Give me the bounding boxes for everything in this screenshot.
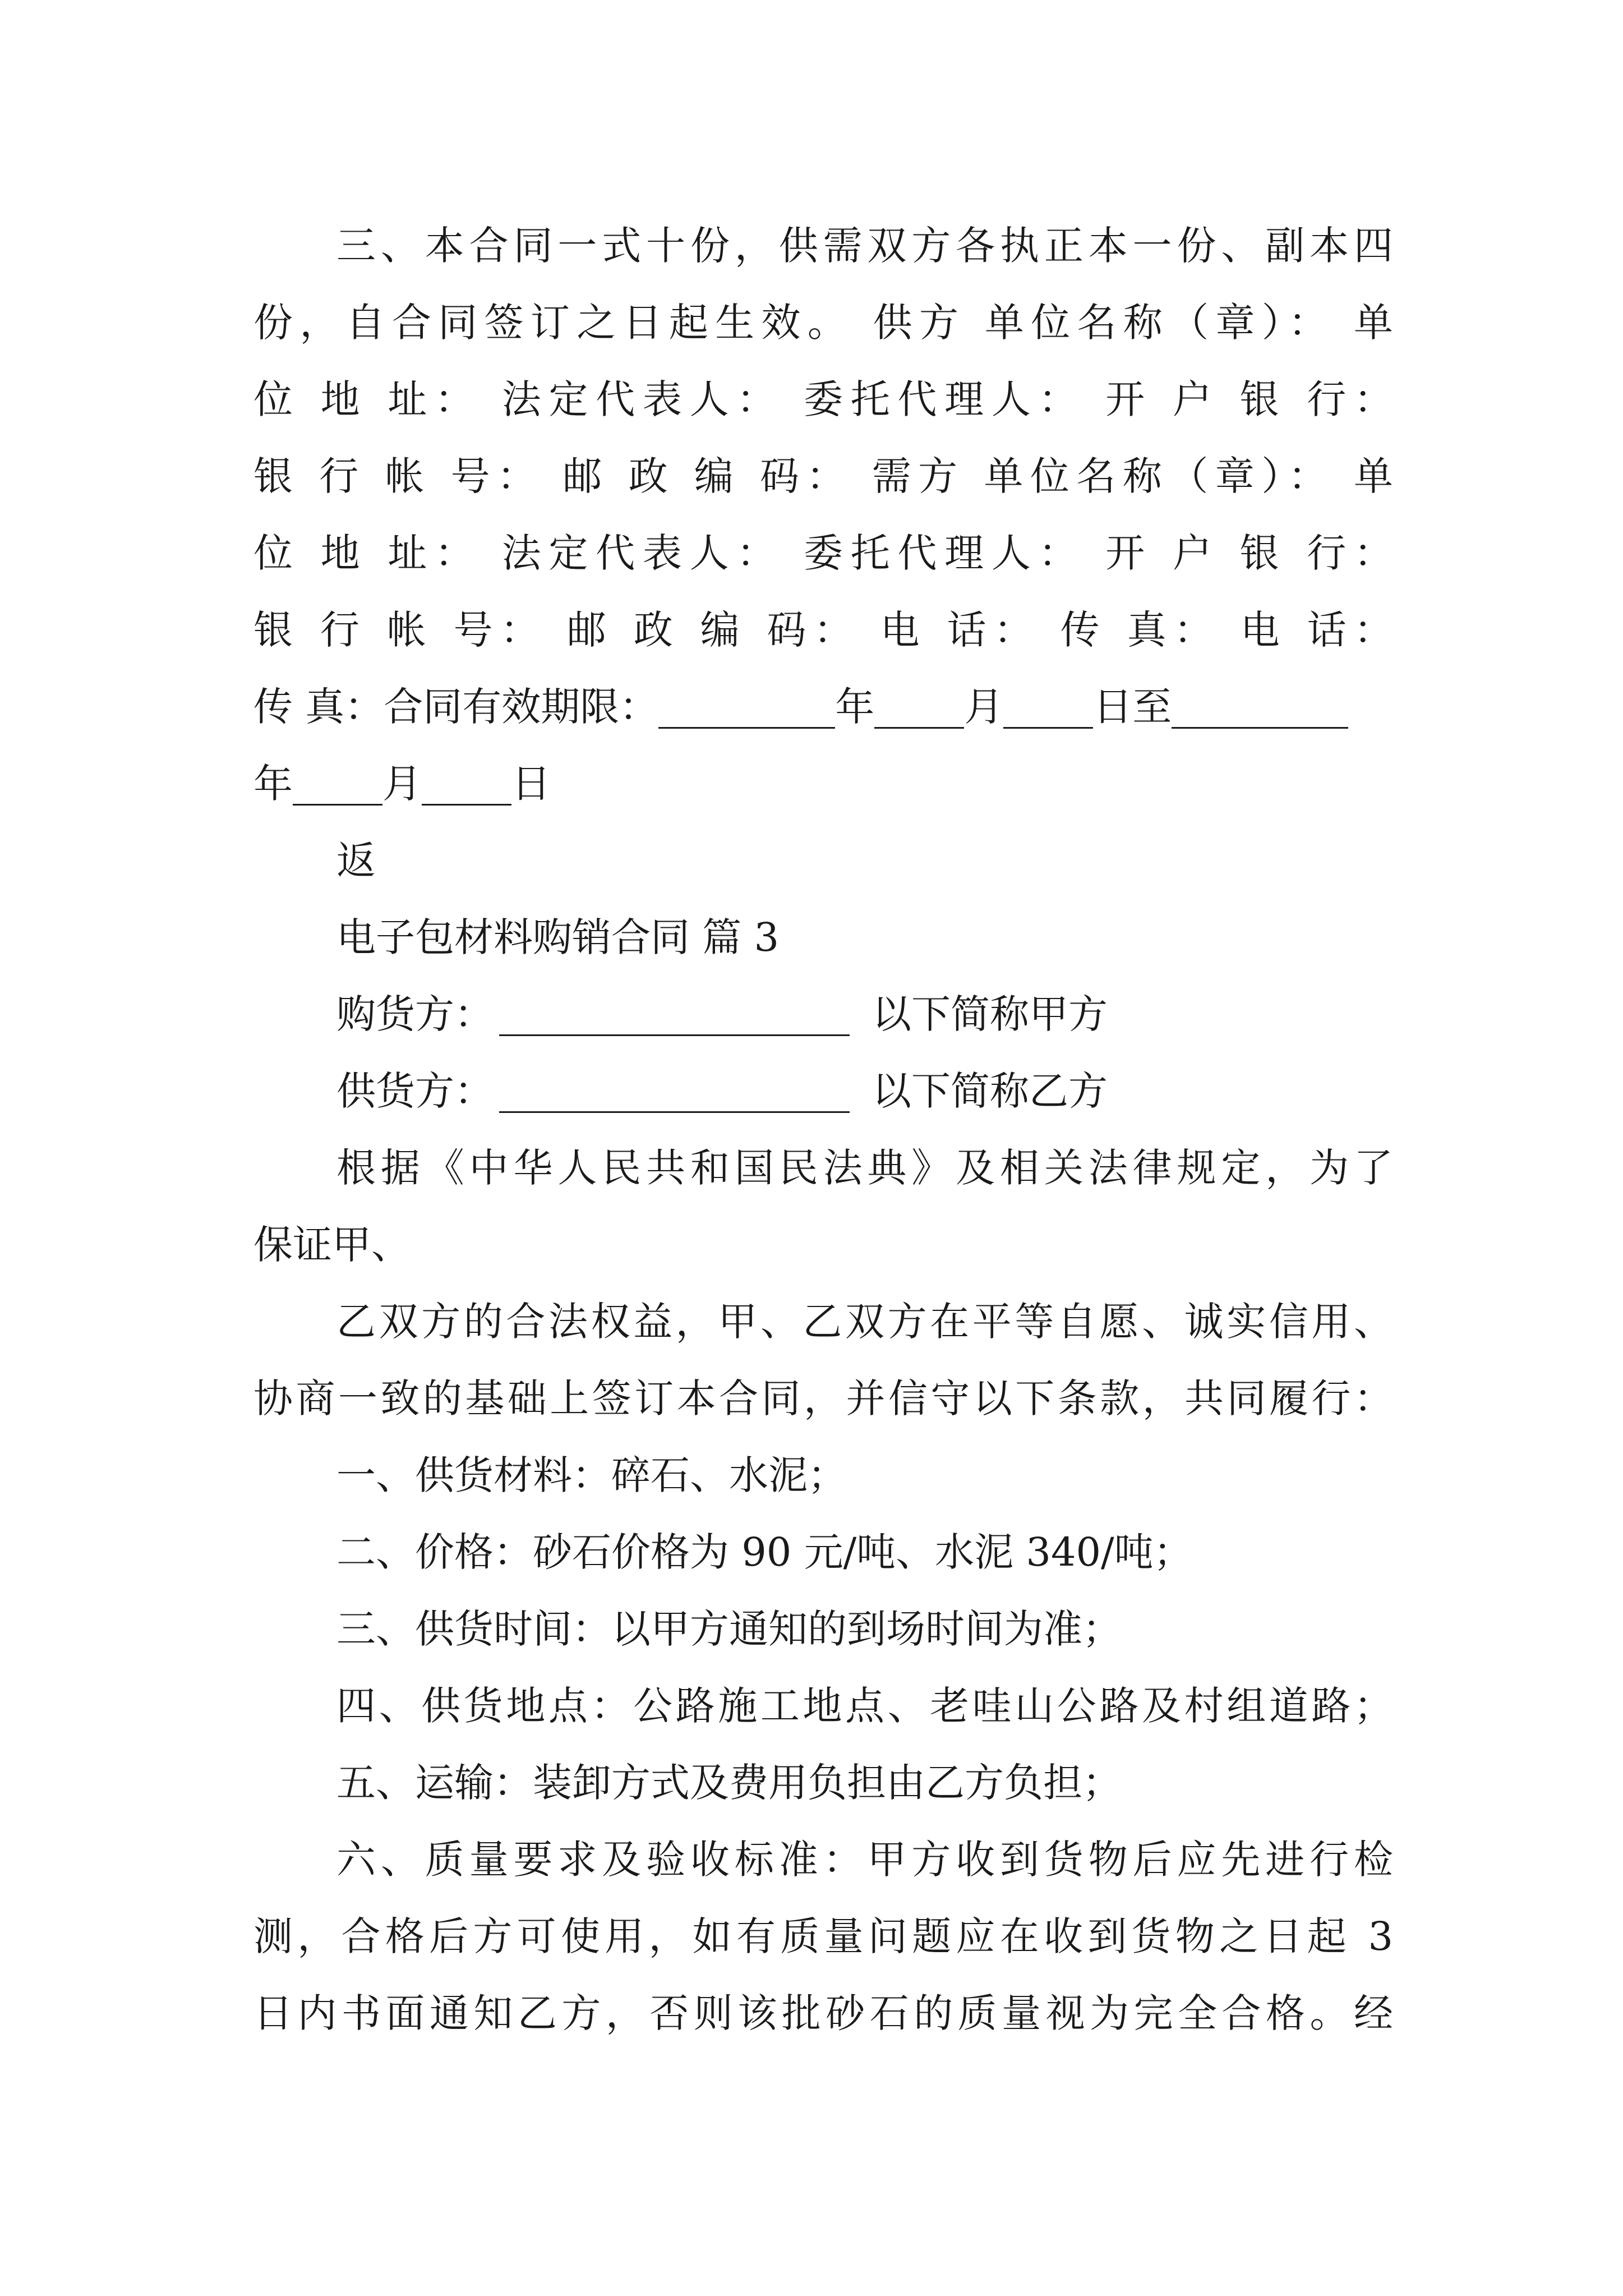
validity-prefix: 传 真：合同有效期限： bbox=[253, 684, 659, 730]
buyer-suffix: 以下简称甲方 bbox=[872, 991, 1108, 1037]
return-char: 返 bbox=[336, 838, 376, 884]
seller-label: 供货方： bbox=[336, 1068, 494, 1114]
end-month-blank bbox=[293, 769, 382, 806]
paragraph-line: 保证甲、 bbox=[253, 1222, 411, 1268]
seller-suffix: 以下简称乙方 bbox=[872, 1068, 1108, 1114]
paragraph-line: 协商一致的基础上签订本合同，并信守以下条款，共同履行： bbox=[253, 1375, 1393, 1421]
buyer-line bbox=[253, 976, 1393, 1053]
validity-line bbox=[253, 669, 1393, 746]
paragraph-line: 份，自合同签订之日起生效。 供方 单位名称（章）： 单 bbox=[253, 300, 1393, 346]
paragraph-line: 测，合格后方可使用，如有质量问题应在收到货物之日起 3 bbox=[253, 1913, 1393, 1959]
day-to-label: 日至 bbox=[1093, 684, 1172, 730]
paragraph-line: 银 行 帐 号： 邮 政 编 码： 需方 单位名称（章）： 单 bbox=[253, 453, 1393, 499]
end-year-blank bbox=[1172, 692, 1348, 729]
year-label: 年 bbox=[835, 684, 875, 730]
paragraph-line: 三、供货时间：以甲方通知的到场时间为准； bbox=[336, 1606, 1122, 1652]
month-label: 月 bbox=[964, 684, 1004, 730]
paragraph-line: 三、本合同一式十份，供需双方各执正本一份、副本四 bbox=[336, 223, 1393, 269]
month-blank bbox=[874, 692, 964, 729]
end-day-label: 日 bbox=[511, 761, 551, 807]
seller-blank bbox=[499, 1076, 850, 1113]
section-title: 电子包材料购销合同 篇 3 bbox=[336, 914, 780, 960]
year-blank bbox=[658, 692, 835, 729]
end-day-blank bbox=[422, 769, 511, 806]
seller-line bbox=[253, 1053, 1393, 1130]
contract-body bbox=[253, 1130, 1393, 2052]
day-blank bbox=[1003, 692, 1093, 729]
buyer-label: 购货方： bbox=[336, 991, 494, 1037]
end-month-label: 月 bbox=[382, 761, 422, 807]
buyer-blank bbox=[499, 1000, 850, 1036]
paragraph-line: 银 行 帐 号： 邮 政 编 码： 电 话： 传 真： 电 话： bbox=[253, 607, 1393, 653]
paragraph-line: 根据《中华人民共和国民法典》及相关法律规定，为了 bbox=[336, 1145, 1393, 1191]
paragraph-line: 位 地 址： 法定代表人： 委托代理人： 开 户 银 行： bbox=[253, 376, 1393, 422]
paragraph-line: 六、质量要求及验收标准：甲方收到货物后应先进行检 bbox=[336, 1837, 1393, 1883]
paragraph-line: 乙双方的合法权益，甲、乙双方在平等自愿、诚实信用、 bbox=[336, 1299, 1393, 1345]
document-page bbox=[253, 208, 1393, 2052]
paragraph-line: 日内书面通知乙方，否则该批砂石的质量视为完全合格。经 bbox=[253, 1990, 1393, 2036]
paragraph-line: 四、供货地点：公路施工地点、老哇山公路及村组道路； bbox=[336, 1683, 1393, 1729]
validity-line-2 bbox=[253, 746, 1393, 822]
paragraph-line: 五、运输：装卸方式及费用负担由乙方负担； bbox=[336, 1760, 1122, 1806]
paragraph-line: 二、价格：砂石价格为 90 元/吨、水泥 340/吨； bbox=[336, 1529, 1193, 1575]
end-year-label: 年 bbox=[253, 761, 293, 807]
paragraph-line: 一、供货材料：碎石、水泥； bbox=[336, 1452, 847, 1498]
paragraph-line: 位 地 址： 法定代表人： 委托代理人： 开 户 银 行： bbox=[253, 530, 1393, 576]
